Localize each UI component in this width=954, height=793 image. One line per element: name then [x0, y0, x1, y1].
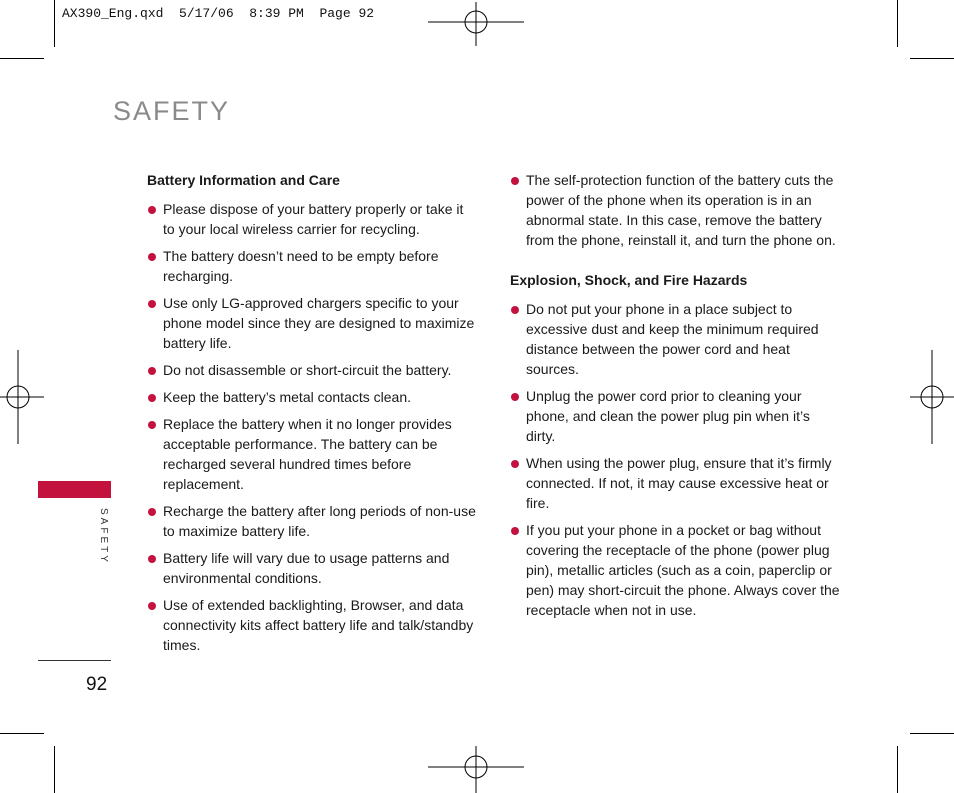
list-item: Please dispose of your battery properly or take it to your local wireless carrier for recycling.: [147, 199, 477, 239]
footer-rule: [38, 660, 111, 661]
section-heading-hazards: Explosion, Shock, and Fire Hazards: [510, 272, 748, 288]
printer-slug-line: AX390_Eng.qxd 5/17/06 8:39 PM Page 92: [62, 6, 375, 21]
crop-mark-top-right-h: [910, 58, 954, 59]
page-title: SAFETY: [113, 96, 231, 126]
hazards-bullet-list: [510, 299, 842, 620]
list-item: Keep the battery’s metal contacts clean.: [147, 387, 477, 407]
battery-continued-bullet-list: [510, 170, 842, 250]
crop-mark-bottom-left-v: [54, 746, 55, 793]
battery-bullet-list: [147, 199, 477, 655]
section-heading-battery: Battery Information and Care: [147, 172, 340, 188]
crop-mark-bottom-right-v: [897, 746, 898, 793]
registration-mark-top-icon: [428, 2, 524, 46]
list-item: Use only LG-approved chargers specific to your phone model since they are designed to maximize battery life.: [147, 293, 477, 353]
list-item: When using the power plug, ensure that it’s firmly connected. If not, it may cause excessive heat or fire.: [510, 453, 842, 513]
list-item: Do not put your phone in a place subject to excessive dust and keep the minimum required distance between the power cord and heat sources.: [510, 299, 842, 379]
crop-mark-top-left-v: [54, 0, 55, 47]
page-number: 92: [86, 674, 108, 695]
list-item: The self-protection function of the battery cuts the power of the phone when its operation is in an abnormal state. In this case, remove the battery from the phone, reinstall it, and turn the phone on.: [510, 170, 842, 250]
list-item: The battery doesn’t need to be empty before recharging.: [147, 246, 477, 286]
list-item: Recharge the battery after long periods of non-use to maximize battery life.: [147, 501, 477, 541]
section-tab-marker: [38, 481, 111, 498]
list-item: Replace the battery when it no longer provides acceptable performance. The battery can be recharged several hundred times before replacement.: [147, 414, 477, 494]
list-item: Do not disassemble or short-circuit the battery.: [147, 360, 477, 380]
list-item: If you put your phone in a pocket or bag without covering the receptacle of the phone (power plug pin), metallic articles (such as a coin, paperclip or pen) may short-circuit the phone. Always cover the receptacle when not in use.: [510, 520, 842, 620]
side-section-label: SAFETY: [98, 508, 109, 565]
list-item: Use of extended backlighting, Browser, and data connectivity kits affect battery life and talk/standby times.: [147, 595, 477, 655]
registration-mark-right-icon: [910, 350, 954, 444]
list-item: Battery life will vary due to usage patterns and environmental conditions.: [147, 548, 477, 588]
crop-mark-bottom-right-h: [910, 733, 954, 734]
crop-mark-top-right-v: [897, 0, 898, 47]
crop-mark-bottom-left-h: [0, 733, 44, 734]
registration-mark-bottom-icon: [428, 746, 524, 793]
crop-mark-top-left-h: [0, 58, 44, 59]
left-column: [147, 170, 477, 662]
registration-mark-left-icon: [0, 350, 44, 444]
right-column: [510, 170, 842, 627]
list-item: Unplug the power cord prior to cleaning your phone, and clean the power plug pin when it’s dirty.: [510, 386, 842, 446]
